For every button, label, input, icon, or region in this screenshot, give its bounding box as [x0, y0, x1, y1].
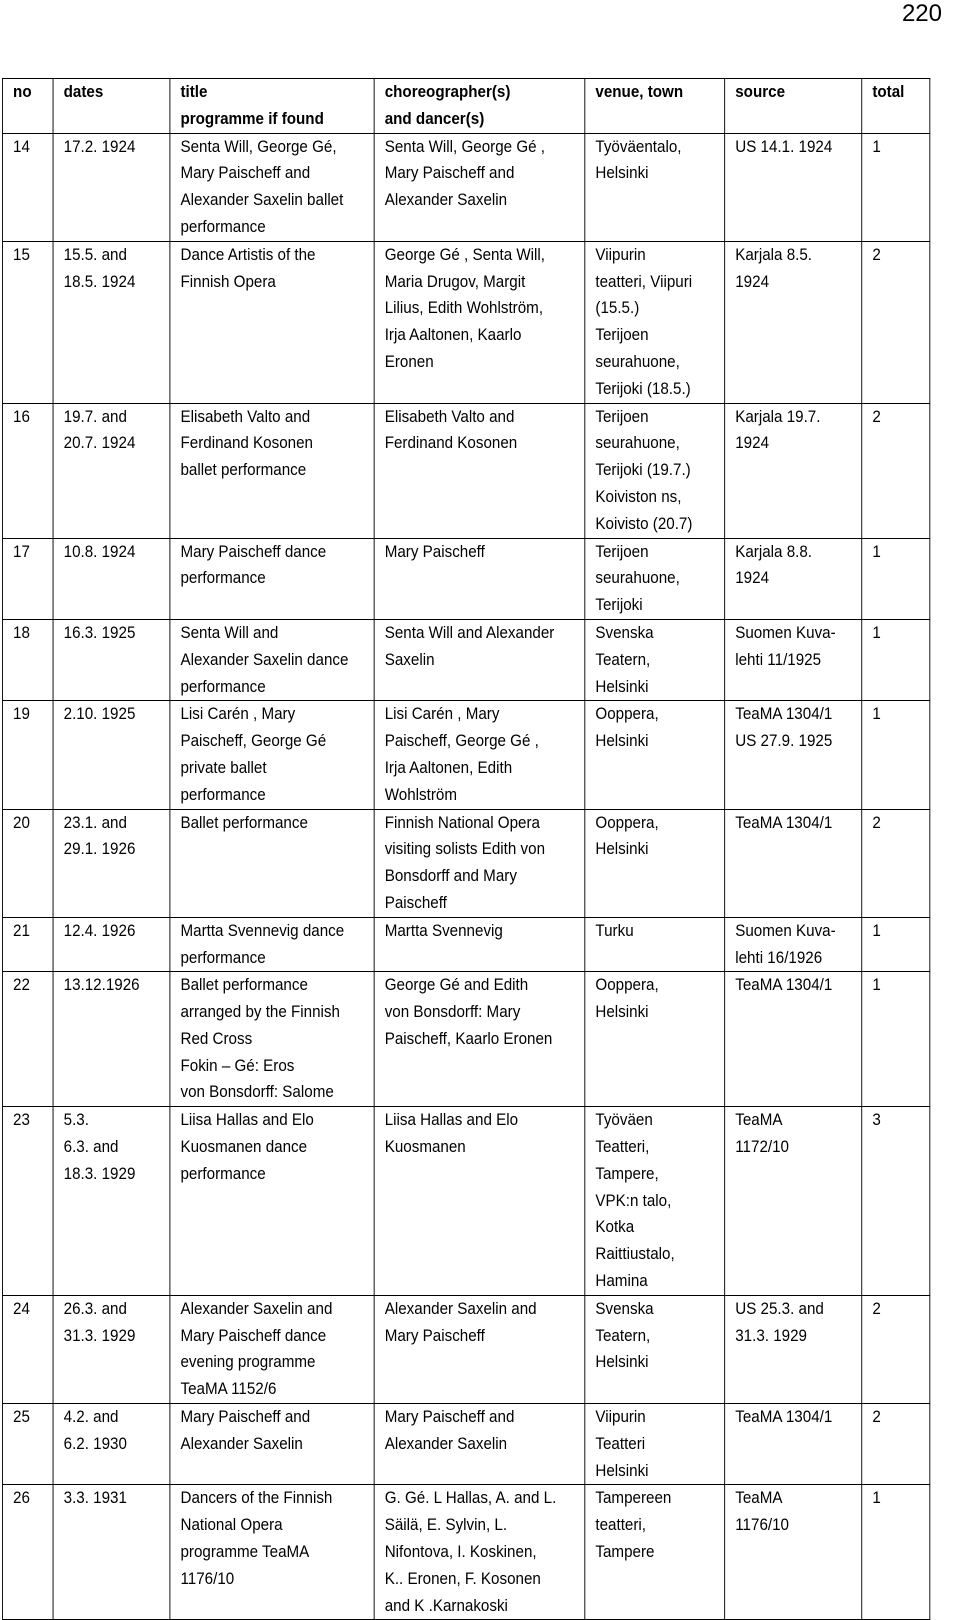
cell-total: 2	[862, 809, 930, 917]
cell-line: 13.12.1926	[63, 976, 140, 995]
cell-line: and K .Karnakoski	[384, 1596, 508, 1615]
column-header-choreographer	[374, 79, 585, 134]
cell-source	[725, 701, 862, 809]
column-header-title	[170, 79, 374, 134]
cell-no: 14	[2, 133, 53, 241]
cell-line: Liisa Hallas and Elo	[180, 1111, 314, 1130]
cell-line: von Bonsdorff: Salome	[180, 1083, 334, 1102]
cell-line: evening programme	[180, 1353, 316, 1372]
cell-no: 15	[2, 241, 53, 403]
cell-line: Lisi Carén , Mary	[384, 705, 500, 724]
cell-title	[170, 972, 374, 1107]
cell-line: US 25.3. and	[735, 1299, 824, 1318]
cell-line: Ooppera,	[595, 705, 659, 724]
cell-title	[170, 403, 374, 538]
cell-dates	[53, 809, 170, 917]
column-header-no	[2, 79, 53, 134]
cell-line: Senta Will and	[180, 623, 279, 642]
cell-choreographer	[374, 1404, 585, 1485]
cell-line: Suomen Kuva-	[735, 921, 836, 940]
cell-line: TeaMA 1152/6	[180, 1380, 277, 1399]
cell-line: Mary Paischeff dance	[180, 1326, 327, 1345]
header-label: choreographer(s)	[384, 83, 511, 101]
cell-dates	[53, 1404, 170, 1485]
cell-venue	[585, 972, 725, 1107]
cell-line: Fokin – Gé: Eros	[180, 1056, 295, 1075]
cell-total: 1	[862, 972, 930, 1107]
cell-source	[725, 538, 862, 619]
cell-venue	[585, 241, 725, 403]
cell-line: Ferdinand Kosonen	[180, 434, 313, 453]
cell-line: performance	[180, 677, 266, 696]
cell-line: Teatteri	[595, 1434, 646, 1453]
cell-no: 16	[2, 403, 53, 538]
table-body	[2, 133, 929, 1620]
cell-line: Wohlström	[384, 785, 457, 804]
cell-dates	[53, 1295, 170, 1403]
cell-line: Lisi Carén , Mary	[180, 705, 296, 724]
cell-dates	[53, 972, 170, 1107]
column-header-venue	[585, 79, 725, 134]
cell-line: teatteri,	[595, 1516, 647, 1535]
cell-line: Liisa Hallas and Elo	[384, 1111, 519, 1130]
cell-no: 22	[2, 972, 53, 1107]
cell-choreographer	[374, 701, 585, 809]
header-label: programme if found	[180, 109, 324, 128]
table-row	[2, 133, 929, 241]
cell-total: 1	[862, 619, 930, 700]
cell-line: Karjala 8.5.	[735, 245, 813, 264]
cell-line: 20.7. 1924	[63, 434, 136, 453]
cell-line: Ballet performance	[180, 813, 308, 832]
cell-title	[170, 619, 374, 700]
cell-venue	[585, 538, 725, 619]
cell-line: 19.7. and	[63, 407, 127, 426]
cell-venue	[585, 1404, 725, 1485]
cell-line: Terijoen	[595, 407, 649, 426]
cell-line: Mary Paischeff	[384, 1326, 485, 1345]
cell-line: Saxelin	[384, 650, 435, 669]
cell-line: Kotka	[595, 1218, 635, 1237]
cell-no: 19	[2, 701, 53, 809]
cell-line: National Opera	[180, 1516, 283, 1535]
cell-line: Martta Svennevig	[384, 921, 503, 940]
cell-line: (15.5.)	[595, 299, 640, 318]
cell-line: TeaMA	[735, 1489, 783, 1508]
cell-source	[725, 1485, 862, 1620]
cell-title	[170, 1485, 374, 1620]
cell-line: Lilius, Edith Wohlström,	[384, 299, 544, 318]
cell-line: Karjala 19.7.	[735, 407, 821, 426]
cell-source	[725, 1404, 862, 1485]
cell-line: Tampereen	[595, 1489, 672, 1508]
header-label: dates	[63, 83, 104, 101]
cell-line: Tampere,	[595, 1164, 659, 1183]
cell-line: Teatern,	[595, 650, 651, 669]
cell-line: Paischeff, George Gé ,	[384, 732, 539, 751]
cell-line: arranged by the Finnish	[180, 1003, 340, 1022]
cell-line: Nifontova, I. Koskinen,	[384, 1543, 537, 1562]
cell-line: Alexander Saxelin	[180, 1434, 303, 1453]
cell-line: performance	[180, 785, 266, 804]
cell-line: Suomen Kuva-	[735, 623, 836, 642]
cell-line: seurahuone,	[595, 434, 680, 453]
cell-line: US 27.9. 1925	[735, 732, 833, 751]
cell-venue	[585, 1295, 725, 1403]
cell-line: 26.3. and	[63, 1299, 127, 1318]
cell-line: VPK:n talo,	[595, 1191, 672, 1210]
cell-line: 6.3. and	[63, 1138, 119, 1157]
header-label: venue, town	[595, 83, 684, 101]
cell-line: programme TeaMA	[180, 1543, 310, 1562]
cell-line: Bonsdorff and Mary	[384, 867, 517, 886]
cell-line: 6.2. 1930	[63, 1434, 127, 1453]
cell-line: Helsinki	[595, 677, 649, 696]
cell-line: teatteri, Viipuri	[595, 272, 693, 291]
table-row	[2, 1485, 929, 1620]
cell-choreographer	[374, 809, 585, 917]
cell-line: Viipurin	[595, 245, 646, 264]
cell-line: George Gé , Senta Will,	[384, 245, 546, 264]
cell-source	[725, 972, 862, 1107]
cell-dates	[53, 1485, 170, 1620]
cell-line: Martta Svennevig dance	[180, 921, 345, 940]
header-row	[2, 79, 929, 134]
cell-line: seurahuone,	[595, 569, 680, 588]
cell-line: 29.1. 1926	[63, 840, 136, 859]
cell-line: 1176/10	[735, 1516, 789, 1535]
table-row	[2, 619, 929, 700]
cell-source	[725, 403, 862, 538]
cell-line: 31.3. 1929	[735, 1326, 807, 1345]
column-header-dates	[53, 79, 170, 134]
cell-line: Ooppera,	[595, 976, 659, 995]
cell-venue	[585, 619, 725, 700]
cell-line: Mary Paischeff dance	[180, 542, 327, 561]
cell-dates	[53, 1107, 170, 1296]
table-row	[2, 1107, 929, 1296]
cell-line: Dancers of the Finnish	[180, 1489, 333, 1508]
cell-line: Senta Will and Alexander	[384, 623, 555, 642]
cell-no: 26	[2, 1485, 53, 1620]
cell-line: TeaMA	[735, 1111, 783, 1130]
cell-venue	[585, 1107, 725, 1296]
header-label: and dancer(s)	[384, 109, 485, 128]
cell-dates	[53, 917, 170, 972]
cell-line: Elisabeth Valto and	[180, 407, 311, 426]
cell-line: Raittiustalo,	[595, 1245, 675, 1264]
cell-source	[725, 809, 862, 917]
cell-source	[725, 917, 862, 972]
cell-line: Helsinki	[595, 732, 649, 751]
cell-line: TeaMA 1304/1	[735, 976, 833, 995]
cell-no: 18	[2, 619, 53, 700]
cell-line: Alexander Saxelin dance	[180, 650, 349, 669]
cell-line: Ferdinand Kosonen	[384, 434, 518, 453]
cell-line: 4.2. and	[63, 1408, 119, 1427]
cell-source	[725, 241, 862, 403]
cell-title	[170, 809, 374, 917]
cell-choreographer	[374, 1485, 585, 1620]
cell-line: lehti 16/1926	[735, 948, 823, 967]
cell-line: Helsinki	[595, 1461, 649, 1480]
cell-choreographer	[374, 133, 585, 241]
cell-line: 18.3. 1929	[63, 1164, 136, 1183]
cell-line: Terijoki	[595, 596, 643, 615]
cell-no: 21	[2, 917, 53, 972]
cell-total: 1	[862, 701, 930, 809]
cell-line: private ballet	[180, 758, 267, 777]
cell-line: 1172/10	[735, 1138, 789, 1157]
cell-line: Svenska	[595, 623, 654, 642]
cell-line: Helsinki	[595, 840, 649, 859]
table-row	[2, 1404, 929, 1485]
cell-line: Koiviston ns,	[595, 487, 682, 506]
header-label: source	[735, 83, 786, 101]
cell-line: 23.1. and	[63, 813, 127, 832]
cell-title	[170, 1295, 374, 1403]
cell-line: TeaMA 1304/1	[735, 813, 833, 832]
column-header-source	[725, 79, 862, 134]
cell-venue	[585, 403, 725, 538]
cell-line: seurahuone,	[595, 352, 680, 371]
cell-line: Hamina	[595, 1272, 648, 1291]
cell-venue	[585, 133, 725, 241]
cell-line: Helsinki	[595, 1353, 649, 1372]
cell-line: 3.3. 1931	[63, 1489, 127, 1508]
cell-line: Alexander Saxelin and	[384, 1299, 537, 1318]
cell-line: performance	[180, 217, 266, 236]
cell-no: 17	[2, 538, 53, 619]
cell-total: 1	[862, 538, 930, 619]
cell-line: TeaMA 1304/1	[735, 1408, 833, 1427]
cell-line: Teatteri,	[595, 1138, 650, 1157]
cell-line: Turku	[595, 921, 634, 940]
cell-line: 2.10. 1925	[63, 705, 136, 724]
cell-line: Ooppera,	[595, 813, 659, 832]
cell-line: Senta Will, George Gé ,	[384, 137, 546, 156]
cell-title	[170, 1107, 374, 1296]
cell-line: Terijoen	[595, 326, 649, 345]
cell-line: Svenska	[595, 1299, 654, 1318]
cell-venue	[585, 809, 725, 917]
cell-line: 31.3. 1929	[63, 1326, 136, 1345]
cell-line: Finnish National Opera	[384, 813, 540, 832]
cell-line: Mary Paischeff and	[384, 164, 515, 183]
cell-line: 15.5. and	[63, 245, 127, 264]
cell-choreographer	[374, 403, 585, 538]
cell-line: Alexander Saxelin and	[180, 1299, 333, 1318]
cell-choreographer	[374, 619, 585, 700]
cell-line: 1176/10	[180, 1569, 235, 1588]
cell-line: Helsinki	[595, 164, 649, 183]
cell-line: von Bonsdorff: Mary	[384, 1003, 521, 1022]
cell-line: Paischeff, George Gé	[180, 732, 327, 751]
cell-source	[725, 133, 862, 241]
cell-venue	[585, 701, 725, 809]
page-number: 220	[901, 0, 942, 27]
table-row	[2, 538, 929, 619]
cell-line: 1924	[735, 434, 770, 453]
cell-line: Dance Artistis of the	[180, 245, 316, 264]
cell-total: 3	[862, 1107, 930, 1296]
cell-line: K.. Eronen, F. Kosonen	[384, 1569, 541, 1588]
cell-choreographer	[374, 1295, 585, 1403]
cell-line: Mary Paischeff and	[180, 164, 311, 183]
cell-title	[170, 133, 374, 241]
cell-line: Kuosmanen dance	[180, 1138, 308, 1157]
cell-venue	[585, 1485, 725, 1620]
cell-dates	[53, 538, 170, 619]
cell-line: Paischeff	[384, 893, 447, 912]
cell-line: Maria Drugov, Margit	[384, 272, 526, 291]
cell-line: Paischeff, Kaarlo Eronen	[384, 1029, 553, 1048]
cell-title	[170, 701, 374, 809]
cell-line: Elisabeth Valto and	[384, 407, 515, 426]
cell-line: Irja Aaltonen, Kaarlo	[384, 326, 522, 345]
cell-total: 1	[862, 133, 930, 241]
cell-no: 23	[2, 1107, 53, 1296]
cell-dates	[53, 241, 170, 403]
cell-title	[170, 917, 374, 972]
header-label: title	[180, 83, 208, 101]
cell-line: Senta Will, George Gé,	[180, 137, 337, 156]
cell-source	[725, 1107, 862, 1296]
cell-line: G. Gé. L Hallas, A. and L.	[384, 1489, 557, 1508]
cell-title	[170, 241, 374, 403]
cell-line: Finnish Opera	[180, 272, 276, 291]
cell-line: TeaMA 1304/1	[735, 705, 833, 724]
cell-line: 1924	[735, 569, 770, 588]
cell-total: 2	[862, 1404, 930, 1485]
performances-table	[2, 78, 930, 1620]
cell-no: 25	[2, 1404, 53, 1485]
cell-line: Alexander Saxelin ballet	[180, 191, 344, 210]
cell-line: Ballet performance	[180, 976, 308, 995]
cell-choreographer	[374, 538, 585, 619]
cell-line: Kuosmanen	[384, 1138, 466, 1157]
cell-line: performance	[180, 569, 266, 588]
cell-line: 5.3.	[63, 1111, 89, 1130]
cell-line: ballet performance	[180, 461, 307, 480]
cell-line: performance	[180, 948, 266, 967]
cell-choreographer	[374, 241, 585, 403]
cell-line: Säilä, E. Sylvin, L.	[384, 1516, 508, 1535]
cell-line: 17.2. 1924	[63, 137, 136, 156]
cell-source	[725, 619, 862, 700]
cell-line: Koivisto (20.7)	[595, 514, 693, 533]
table-row	[2, 809, 929, 917]
cell-line: 16.3. 1925	[63, 623, 136, 642]
cell-total: 2	[862, 241, 930, 403]
cell-no: 24	[2, 1295, 53, 1403]
header-label: no	[13, 83, 32, 101]
cell-line: 1924	[735, 272, 770, 291]
cell-line: Eronen	[384, 352, 434, 371]
cell-total: 1	[862, 917, 930, 972]
cell-choreographer	[374, 972, 585, 1107]
cell-line: US 14.1. 1924	[735, 137, 833, 156]
cell-choreographer	[374, 917, 585, 972]
cell-line: Mary Paischeff and	[180, 1408, 311, 1427]
cell-line: 12.4. 1926	[63, 921, 136, 940]
column-header-total	[862, 79, 930, 134]
cell-line: Red Cross	[180, 1029, 253, 1048]
cell-line: Terijoen	[595, 542, 649, 561]
cell-line: Mary Paischeff	[384, 542, 485, 561]
cell-line: visiting solists Edith von	[384, 840, 546, 859]
cell-line: Karjala 8.8.	[735, 542, 813, 561]
cell-title	[170, 1404, 374, 1485]
cell-line: Viipurin	[595, 1408, 646, 1427]
cell-line: Irja Aaltonen, Edith	[384, 758, 513, 777]
cell-total: 2	[862, 403, 930, 538]
table-row	[2, 241, 929, 403]
cell-dates	[53, 619, 170, 700]
cell-no: 20	[2, 809, 53, 917]
cell-venue	[585, 917, 725, 972]
cell-line: Teatern,	[595, 1326, 651, 1345]
cell-total: 1	[862, 1485, 930, 1620]
table-row	[2, 917, 929, 972]
cell-line: Alexander Saxelin	[384, 191, 508, 210]
header-label: total	[872, 83, 905, 101]
table-row	[2, 403, 929, 538]
cell-line: Mary Paischeff and	[384, 1408, 515, 1427]
cell-line: Tampere	[595, 1543, 655, 1562]
table-row	[2, 701, 929, 809]
cell-dates	[53, 133, 170, 241]
cell-line: Työväentalo,	[595, 137, 682, 156]
cell-line: performance	[180, 1164, 266, 1183]
cell-line: Alexander Saxelin	[384, 1434, 508, 1453]
cell-line: Helsinki	[595, 1003, 649, 1022]
cell-dates	[53, 403, 170, 538]
cell-total: 2	[862, 1295, 930, 1403]
cell-source	[725, 1295, 862, 1403]
cell-title	[170, 538, 374, 619]
cell-line: George Gé and Edith	[384, 976, 529, 995]
cell-line: Terijoki (19.7.)	[595, 461, 691, 480]
cell-line: Työväen	[595, 1111, 653, 1130]
cell-line: 18.5. 1924	[63, 272, 136, 291]
cell-line: lehti 11/1925	[735, 650, 822, 669]
cell-line: 10.8. 1924	[63, 542, 136, 561]
table-row	[2, 1295, 929, 1403]
table-row	[2, 972, 929, 1107]
cell-dates	[53, 701, 170, 809]
cell-choreographer	[374, 1107, 585, 1296]
cell-line: Terijoki (18.5.)	[595, 379, 691, 398]
